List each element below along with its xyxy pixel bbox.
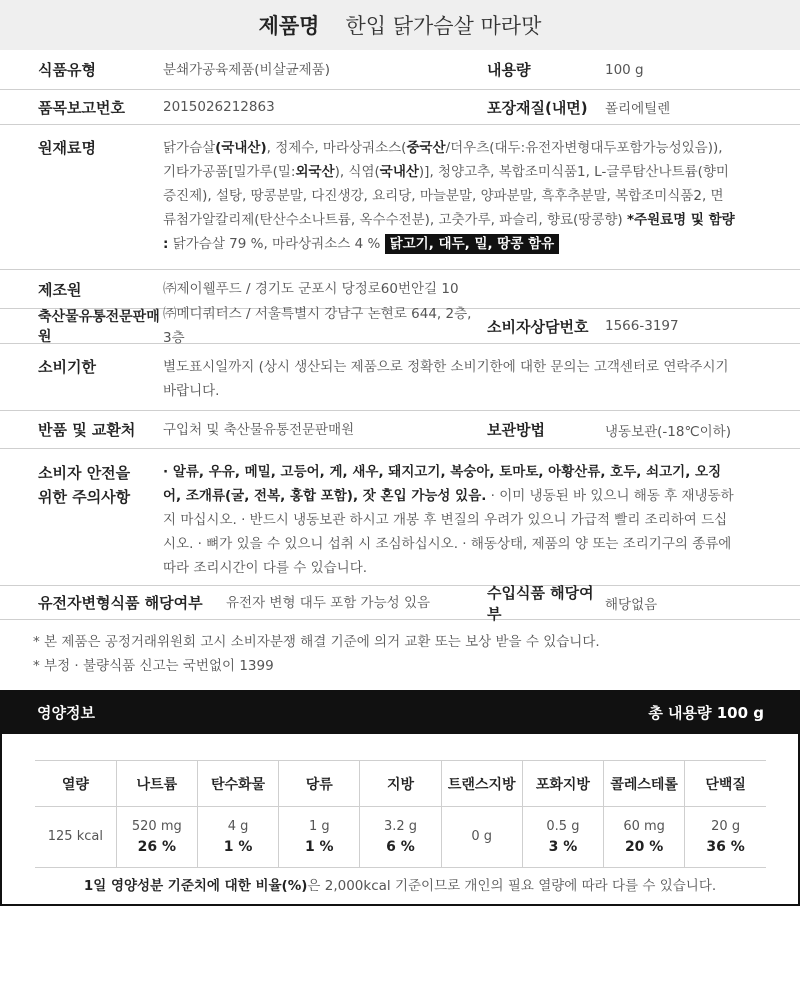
packaging-label: 포장재질(내면) bbox=[487, 98, 588, 117]
ingredients-label: 원재료명 bbox=[38, 139, 96, 157]
report-no-value: 2015026212863 bbox=[163, 99, 275, 115]
nutrient-amount: 0 g bbox=[471, 829, 493, 844]
nutrient-percent: 6 % bbox=[386, 839, 415, 855]
safety-notes: · 이미 냉동된 바 있으니 해동 후 재냉동하지 마십시오. · 반드시 냉동보관 하시고 개봉 후 변질의 우려가 있으니 가급적 빨리 조리하여 드십시오. · 뼈가 있을 수 있으니 섭취 시 조심하십시오. · 해동상태, 제품의 양 또는 조리기구의 종류에 따라 조리시간이 다를 수 있습니다. bbox=[163, 488, 734, 576]
ingredients-origin: 국내산 bbox=[379, 164, 419, 180]
row-safety bbox=[0, 449, 800, 586]
row-returns bbox=[0, 411, 800, 449]
product-info-table bbox=[0, 50, 800, 623]
row-gmo bbox=[0, 583, 800, 623]
nutrition-value-row bbox=[35, 807, 766, 868]
nutrient-amount: 1 g bbox=[308, 819, 330, 834]
report-no-label: 품목보고번호 bbox=[38, 98, 125, 117]
nutrient-header: 나트륨 bbox=[116, 761, 197, 807]
nutrient-percent: 1 % bbox=[223, 839, 253, 855]
nutrient-cell bbox=[279, 807, 360, 868]
storage-label: 보관방법 bbox=[487, 421, 545, 439]
nutrient-header: 지방 bbox=[360, 761, 441, 807]
allergy-warning: · 알류, 우유, 메밀, 고등어, 게, 새우, 돼지고기, 복숭아, 토마토, 아황산류, 호두, 쇠고기, 오징어, 조개류(굴, 전복, 홍합 포함), 잣 혼입 가능성 있음. bbox=[163, 464, 722, 504]
distributor-label: 축산물유통전문판매원 bbox=[38, 309, 160, 345]
nutrient-amount: 520 mg bbox=[131, 819, 182, 834]
food-type-value: 분쇄가공육제품(비살균제품) bbox=[163, 61, 331, 78]
nutrient-cell bbox=[360, 807, 441, 868]
nutrition-header bbox=[0, 690, 800, 734]
nutrient-percent: 20 % bbox=[624, 839, 664, 855]
nutrient-percent: 26 % bbox=[137, 839, 177, 855]
nutrient-cell bbox=[522, 807, 603, 868]
volume-value: 100 g bbox=[605, 61, 644, 78]
safety-label bbox=[0, 460, 163, 574]
row-expiry bbox=[0, 344, 800, 411]
product-name-value: 한입 닭가슴살 마라맛 bbox=[345, 14, 542, 38]
nutrient-header: 포화지방 bbox=[522, 761, 603, 807]
footnote-rest: 은 2,000kcal 기준이므로 개인의 필요 열량에 따라 다를 수 있습니다. bbox=[307, 878, 717, 894]
ingredients-text: ), 식염( bbox=[334, 164, 380, 180]
nutrient-cell bbox=[197, 807, 278, 868]
nutrient-percent: 3 % bbox=[548, 839, 578, 855]
ingredients-value bbox=[163, 136, 735, 258]
imported-value: 해당없음 bbox=[605, 596, 658, 613]
nutrient-header: 콜레스테롤 bbox=[604, 761, 685, 807]
row-food-type bbox=[0, 50, 800, 90]
ingredients-text: )], 청양고추, 복합조미식품1, L-글루탐산나트륨(향미증진제), 설탕, 땅콩분말, 다진생강, 요리당, 마늘분말, 양파분말, 흑후추분말, 복합조미식품2, 면류첨가알칼리제(탄산수소나트륨, 옥수수전분), 고춧가루, 파슬리, 향료(땅콩향) bbox=[163, 164, 729, 228]
nutrition-footnote bbox=[2, 874, 798, 894]
manufacturer-value: ㈜제이웰푸드 / 경기도 군포시 당정로60번안길 10 bbox=[163, 281, 459, 297]
product-name-bar bbox=[0, 0, 800, 50]
row-report-no bbox=[0, 90, 800, 125]
nutrient-header: 탄수화물 bbox=[197, 761, 278, 807]
nutrient-amount: 60 mg bbox=[623, 819, 665, 834]
nutrient-amount: 20 g bbox=[711, 819, 741, 834]
manufacturer-label: 제조원 bbox=[38, 280, 82, 299]
row-ingredients bbox=[0, 125, 800, 270]
ingredients-text: , 정제수, 마라상궈소스( bbox=[266, 140, 407, 156]
row-distributor bbox=[0, 306, 800, 346]
nutrient-header: 단백질 bbox=[685, 761, 766, 807]
expiry-label: 소비기한 bbox=[38, 358, 96, 376]
safety-value bbox=[163, 460, 735, 574]
food-type-label: 식품유형 bbox=[38, 61, 96, 79]
nutrient-cell bbox=[441, 807, 522, 868]
nutrient-header: 당류 bbox=[279, 761, 360, 807]
nutrition-title: 영양정보 bbox=[37, 703, 95, 722]
note-line: * 본 제품은 공정거래위원회 고시 소비자분쟁 해결 기준에 의거 교환 또는 보상 받을 수 있습니다. bbox=[33, 634, 600, 650]
nutrient-amount: 4 g bbox=[227, 819, 249, 834]
returns-value: 구입처 및 축산물유통전문판매원 bbox=[163, 421, 355, 438]
ingredients-origin: (국내산) bbox=[215, 140, 267, 156]
nutrient-header: 트랜스지방 bbox=[441, 761, 522, 807]
gmo-value: 유전자 변형 대두 포함 가능성 있음 bbox=[226, 594, 431, 611]
gmo-label: 유전자변형식품 해당여부 bbox=[38, 594, 203, 612]
nutrient-cell bbox=[116, 807, 197, 868]
main-ingredient-content: 닭가슴살 79 %, 마라상궈소스 4 % bbox=[168, 236, 381, 252]
safety-label-line: 위한 주의사항 bbox=[38, 488, 131, 506]
ingredients-origin: 중국산 bbox=[406, 140, 446, 156]
nutrient-cell bbox=[35, 807, 116, 868]
ingredients-text: /더우츠(대두:유전자변형대두포함가능성있음)), 기타가공품[밀가루(밀: bbox=[163, 140, 723, 180]
note-line: * 부정 · 불량식품 신고는 국번없이 1399 bbox=[33, 658, 274, 674]
expiry-value: 별도표시일까지 (상시 생산되는 제품으로 정확한 소비기한에 대한 문의는 고객센터로 연락주시기 바랍니다. bbox=[163, 359, 729, 399]
consumer-center-label: 소비자상담번호 bbox=[487, 317, 589, 336]
nutrition-header-row bbox=[35, 761, 766, 807]
nutrient-amount: 0.5 g bbox=[546, 819, 580, 834]
nutrient-amount: 3.2 g bbox=[383, 819, 418, 834]
product-name-label: 제품명 bbox=[258, 14, 320, 38]
packaging-value: 폴리에틸렌 bbox=[605, 101, 671, 117]
distributor-value: ㈜메디쿼터스 / 서울특별시 강남구 논현로 644, 2층, 3층 bbox=[163, 306, 472, 346]
nutrient-percent: 1 % bbox=[304, 839, 334, 855]
storage-value: 냉동보관(-18℃이하) bbox=[605, 423, 731, 440]
footnote-bold: 1일 영양성분 기준치에 대한 비율(%) bbox=[83, 878, 308, 894]
nutrition-table bbox=[35, 760, 766, 868]
nutrition-total: 총 내용량 100 g bbox=[648, 703, 764, 722]
returns-label: 반품 및 교환처 bbox=[38, 421, 136, 439]
imported-label: 수입식품 해당여부 bbox=[487, 583, 594, 623]
nutrition-box bbox=[0, 734, 800, 906]
volume-label: 내용량 bbox=[487, 61, 531, 79]
nutrient-cell bbox=[685, 807, 766, 868]
consumer-center-value: 1566-3197 bbox=[605, 318, 679, 334]
nutrient-percent: 36 % bbox=[706, 839, 745, 855]
nutrient-header: 열량 bbox=[35, 761, 116, 807]
safety-label-line: 소비자 안전을 bbox=[38, 464, 131, 482]
notes bbox=[0, 620, 800, 688]
ingredients-origin: 외국산 bbox=[295, 164, 335, 180]
nutrient-amount: 125 kcal bbox=[47, 829, 103, 844]
allergen-badge: 닭고기, 대두, 밀, 땅콩 함유 bbox=[385, 234, 560, 254]
nutrient-cell bbox=[604, 807, 685, 868]
ingredients-text: 닭가슴살 bbox=[163, 140, 216, 156]
main-ingredient-heading: *주원료명 및 함량 : bbox=[163, 212, 735, 252]
